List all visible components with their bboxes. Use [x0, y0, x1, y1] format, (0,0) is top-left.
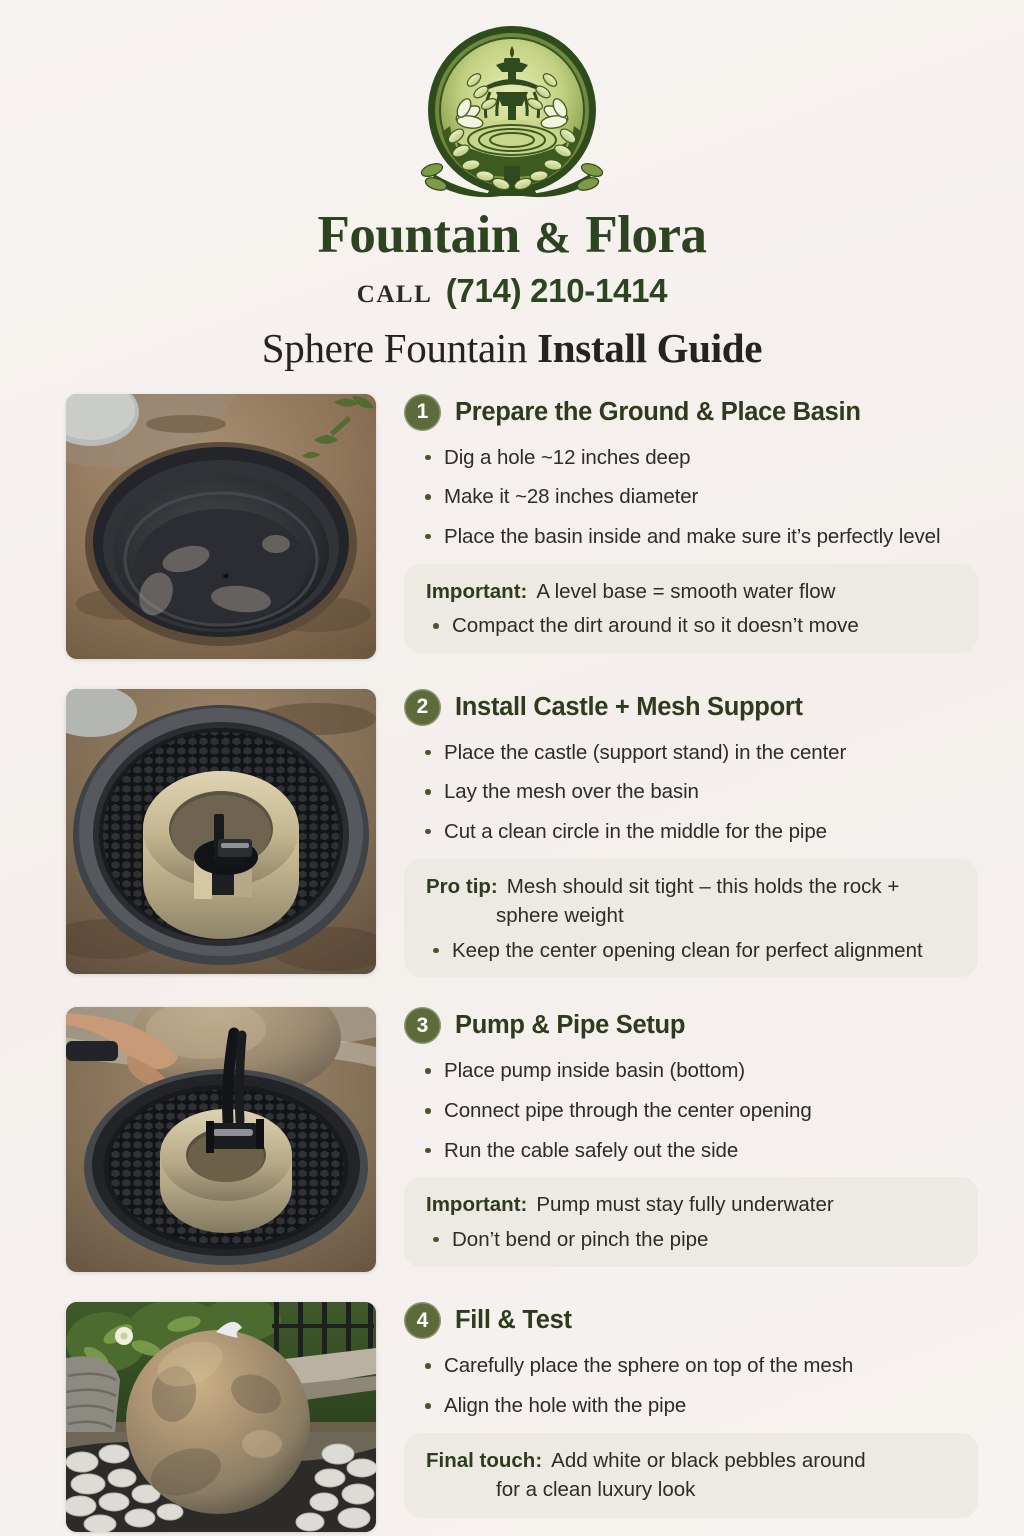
list-item: Place the basin inside and make sure it’s perfectly level [404, 524, 978, 550]
list-item: Make it ~28 inches diameter [404, 484, 978, 510]
callout-lead-text: A level base = smooth water flow [536, 579, 836, 603]
fountain-laurel-emblem-icon [412, 18, 612, 204]
page-title [0, 324, 1024, 372]
step-2-photo [66, 689, 376, 974]
step-4-bullets [404, 1353, 978, 1418]
list-item: Don’t bend or pinch the pipe [426, 1227, 956, 1253]
step-2-badge: 2 [404, 689, 441, 726]
callout-continuation: sphere weight [496, 904, 624, 928]
list-item: Carefully place the sphere on top of the mesh [404, 1353, 978, 1379]
step-2-header [404, 689, 978, 726]
step-1-header [404, 394, 978, 431]
callout-bullets [426, 1227, 956, 1253]
list-item: Dig a hole ~12 inches deep [404, 445, 978, 471]
step-3-content [376, 1007, 978, 1266]
callout-bullets [426, 938, 956, 964]
step-4-header [404, 1302, 978, 1339]
step-2 [0, 689, 1024, 978]
callout-lead [426, 579, 956, 606]
list-item: Lay the mesh over the basin [404, 779, 978, 805]
page-title-regular: Sphere Fountain [261, 324, 538, 371]
callout-label: Pro tip: [426, 874, 498, 898]
step-3-title: Pump & Pipe Setup [455, 1011, 686, 1040]
callout-lead-text: Pump must stay fully underwater [536, 1193, 834, 1217]
step-3 [0, 1007, 1024, 1272]
callout-continuation: for a clean luxury look [496, 1478, 696, 1502]
brand-name [0, 208, 1024, 264]
step-1-badge: 1 [404, 394, 441, 431]
callout-label: Important: [426, 579, 528, 603]
callout-label: Final touch: [426, 1448, 543, 1472]
step-1-bullets [404, 445, 978, 550]
step-2-content [376, 689, 978, 978]
step-1-title: Prepare the Ground & Place Basin [455, 397, 861, 426]
step-3-badge: 3 [404, 1007, 441, 1044]
callout-lead [426, 874, 956, 901]
list-item: Align the hole with the pipe [404, 1393, 978, 1419]
header [0, 0, 1024, 372]
list-item: Place the castle (support stand) in the center [404, 740, 978, 766]
list-item: Place pump inside basin (bottom) [404, 1058, 978, 1084]
list-item: Keep the center opening clean for perfect alignment [426, 938, 956, 964]
callout-lead-text: Mesh should sit tight – this holds the rock + [506, 874, 900, 898]
step-1-content [376, 394, 978, 653]
brand-name-part1: Fountain [317, 206, 520, 264]
list-item: Cut a clean circle in the middle for the pipe [404, 819, 978, 845]
brand-ampersand: & [534, 213, 571, 262]
step-4-photo [66, 1302, 376, 1532]
step-1-photo [66, 394, 376, 659]
step-4-content [376, 1302, 978, 1518]
step-3-bullets [404, 1058, 978, 1163]
step-3-header [404, 1007, 978, 1044]
step-4-callout [404, 1433, 978, 1518]
step-1-callout [404, 564, 978, 653]
page-title-bold: Install Guide [537, 324, 763, 371]
step-4 [0, 1302, 1024, 1532]
step-2-bullets [404, 740, 978, 845]
callout-bullets [426, 613, 956, 639]
step-1 [0, 394, 1024, 659]
step-4-title: Fill & Test [455, 1306, 572, 1335]
callout-label: Important: [426, 1193, 528, 1217]
steps-list [0, 394, 1024, 1533]
callout-lead-text: Add white or black pebbles around [551, 1448, 866, 1472]
step-3-photo [66, 1007, 376, 1272]
step-2-title: Install Castle + Mesh Support [455, 692, 803, 721]
step-3-callout [404, 1177, 978, 1266]
callout-lead [426, 1192, 956, 1219]
list-item: Connect pipe through the center opening [404, 1098, 978, 1124]
list-item: Run the cable safely out the side [404, 1138, 978, 1164]
call-label: CALL [356, 280, 433, 308]
brand-name-part2: Flora [585, 206, 707, 264]
step-4-badge: 4 [404, 1302, 441, 1339]
callout-lead [426, 1448, 956, 1475]
call-line [0, 272, 1024, 310]
list-item: Compact the dirt around it so it doesn’t move [426, 613, 956, 639]
phone-number[interactable]: (714) 210-1414 [445, 271, 668, 309]
step-2-callout [404, 859, 978, 978]
